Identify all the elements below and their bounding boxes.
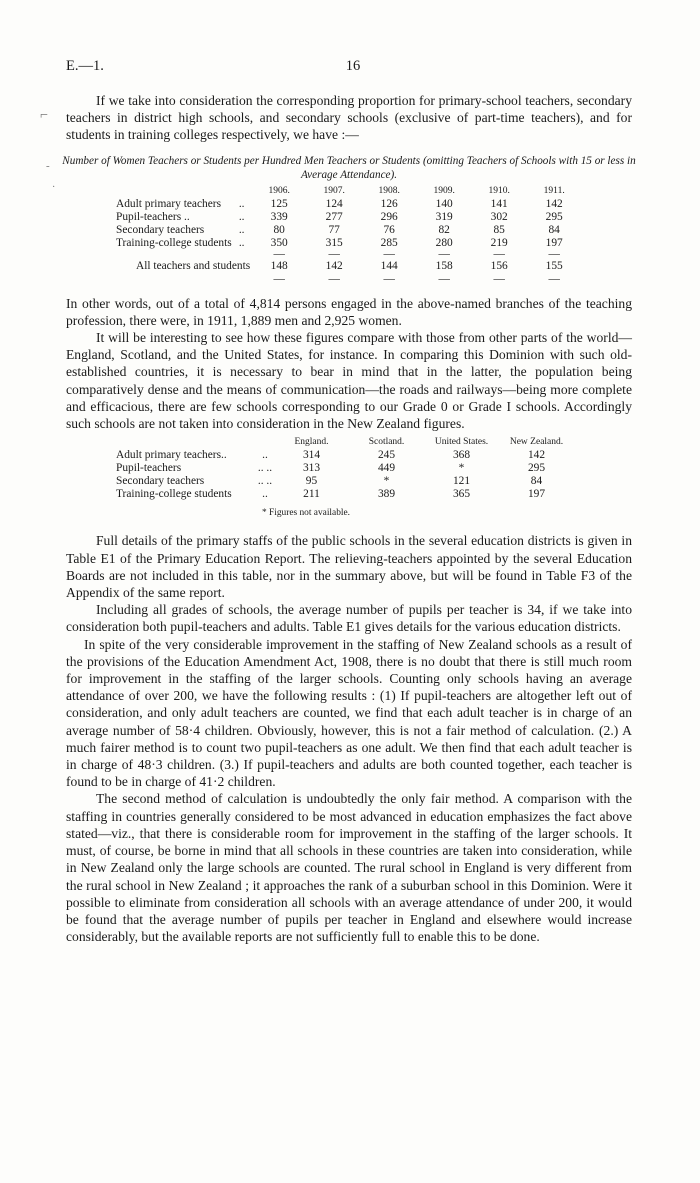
leader-dots: .. bbox=[238, 223, 245, 236]
table-row bbox=[116, 198, 582, 211]
table-cell: 144 bbox=[380, 259, 398, 272]
year-header: 1909. bbox=[433, 185, 455, 196]
country-header: England. bbox=[294, 437, 329, 448]
table-cell: 142 bbox=[325, 259, 343, 272]
leader-dots: .. bbox=[262, 449, 268, 462]
table-row bbox=[116, 475, 574, 488]
table-cell: 142 bbox=[545, 197, 563, 210]
paragraph-7: The second method of calculation is undoubtedly the only fair method. A comparison with the staffing in countries generally considered to be most advanced in education emphasizes the fact above stated—viz., that there is considerable room for improvement in the staffing of the larger schools. It must, of course, be borne in mind that all schools in these countries are taken into consideration, while in New Zealand only the large schools are counted. The rural school in England is very different from the rural school in New Zealand ; it approaches the rank of a suburban school in this Dominion. Were it possible to eliminate from consideration all schools with an average attendance of under 200, it would be found that the average number of pupils per teacher in England and elsewhere would increase considerably, but the available reports are not sufficiently full to enable this to be done. bbox=[66, 791, 632, 945]
margin-mark: - bbox=[46, 160, 50, 172]
table-cell: 245 bbox=[377, 449, 396, 462]
year-header: 1906. bbox=[268, 185, 290, 196]
margin-mark: · bbox=[52, 182, 56, 193]
rule-row: — — — — — — bbox=[273, 272, 560, 285]
table-cell: * bbox=[383, 475, 390, 488]
table-cell: 314 bbox=[302, 449, 321, 462]
leader-dots: .. bbox=[238, 236, 245, 249]
leader-dots: .. bbox=[238, 197, 245, 210]
table-cell: 140 bbox=[435, 197, 453, 210]
row-label: Training-college students bbox=[116, 236, 232, 249]
table-row bbox=[116, 449, 574, 462]
page-number: 16 bbox=[345, 58, 361, 74]
table-cell: 84 bbox=[530, 475, 543, 488]
row-label: Pupil-teachers bbox=[116, 462, 182, 475]
table-cell: 296 bbox=[380, 210, 398, 223]
table-cell: * bbox=[458, 462, 465, 475]
table-cell: 155 bbox=[545, 259, 563, 272]
table-cell: 126 bbox=[380, 197, 398, 210]
table-cell: 82 bbox=[438, 223, 450, 236]
paragraph-4: Full details of the primary staffs of the public schools in the several education districts is given in Table E1 of the Primary Education Report. The relieving-teachers appointed by the several Education Boards are not included in this table, nor in the summary above, but will be found in Table F3 of the Appendix of the same report. bbox=[66, 533, 632, 601]
table-cell: 121 bbox=[452, 475, 471, 488]
margin-mark: ⌐ bbox=[40, 108, 48, 123]
table-cell: 76 bbox=[383, 223, 395, 236]
table1-caption: Number of Women Teachers or Students per Hundred Men Teachers or Students (omitting Teachers of Schools with 15 or less in Average Attendance). bbox=[62, 154, 636, 181]
table2-footnote: * Figures not available. bbox=[261, 508, 350, 519]
country-comparison-table bbox=[116, 436, 574, 501]
total-label: All teachers and students bbox=[136, 259, 251, 272]
row-label: Secondary teachers bbox=[116, 475, 205, 488]
table-cell: 77 bbox=[328, 223, 340, 236]
table-cell: 315 bbox=[325, 236, 343, 249]
table-cell: 84 bbox=[548, 223, 560, 236]
table-cell: 124 bbox=[325, 197, 343, 210]
table-cell: 85 bbox=[493, 223, 505, 236]
table-cell: 365 bbox=[452, 488, 471, 501]
table-cell: 339 bbox=[270, 210, 288, 223]
year-header: 1908. bbox=[378, 185, 400, 196]
table-cell: 313 bbox=[302, 462, 321, 475]
row-label: Adult primary teachers bbox=[116, 197, 222, 210]
year-header: 1910. bbox=[488, 185, 510, 196]
paragraph-6: In spite of the very considerable improvement in the staffing of New Zealand schools as a result of the provisions of the Education Amendment Act, 1908, there is no doubt that there is still much room for improvement in the staffing of the larger schools. Counting only schools having an average attendance of over 200, we have the following results : (1) If pupil-teachers are altogether left out of consideration, and only adult teachers are counted, we find that each adult teacher is in charge of an average number of 58·4 children. Obviously, however, this is not a fair method of calculation. (2.) A much fairer method is to count two pupil-teachers as one adult. We then find that each adult teacher is in charge of 48·3 children. (3.) If pupil-teachers and adults are both counted together, each teacher is found to be in charge of 41·2 children. bbox=[66, 636, 632, 790]
table-cell: 368 bbox=[452, 449, 471, 462]
table-cell: 219 bbox=[490, 236, 508, 249]
leader-dots: .. .. bbox=[257, 462, 273, 475]
page-header bbox=[66, 58, 640, 78]
table-row bbox=[116, 462, 574, 475]
table-cell: 142 bbox=[527, 449, 546, 462]
row-label: Pupil-teachers .. bbox=[116, 210, 190, 223]
women-per-hundred-men-table bbox=[116, 185, 582, 283]
body-text bbox=[62, 92, 636, 945]
table-cell: 197 bbox=[527, 488, 546, 501]
table-row bbox=[116, 224, 582, 237]
paragraph-5: Including all grades of schools, the average number of pupils per teacher is 34, if we take into consideration both pupil-teachers and adults. Table E1 gives details for the various education districts. bbox=[66, 602, 632, 635]
table-row bbox=[116, 211, 582, 224]
table-cell: 449 bbox=[377, 462, 396, 475]
year-header: 1911. bbox=[543, 185, 565, 196]
table-row bbox=[116, 237, 582, 250]
table-cell: 302 bbox=[490, 210, 508, 223]
leader-dots: .. bbox=[262, 488, 268, 501]
table-cell: 389 bbox=[377, 488, 396, 501]
paragraph-1: If we take into consideration the corresponding proportion for primary-school teachers, secondary teachers in district high schools, and secondary schools (exclusive of part-time teachers), and for students in training colleges respectively, we have :— bbox=[66, 93, 632, 143]
country-header: Scotland. bbox=[368, 437, 405, 448]
table-cell: 280 bbox=[435, 236, 453, 249]
row-label: Adult primary teachers.. bbox=[116, 449, 227, 462]
paragraph-2: In other words, out of a total of 4,814 persons engaged in the above-named branches of the teaching profession, there were, in 1911, 1,889 men and 2,925 women. bbox=[66, 295, 632, 328]
leader-dots: .. .. bbox=[257, 475, 273, 488]
table-cell: 141 bbox=[490, 197, 508, 210]
table-cell: 148 bbox=[270, 259, 288, 272]
table-cell: 295 bbox=[527, 462, 546, 475]
rule-row: — — — — — — bbox=[273, 247, 560, 260]
row-label: Secondary teachers bbox=[116, 223, 205, 236]
table-cell: 95 bbox=[305, 475, 318, 488]
leader-dots: .. bbox=[238, 210, 245, 223]
table-cell: 350 bbox=[270, 236, 288, 249]
table-cell: 158 bbox=[435, 259, 453, 272]
table-cell: 319 bbox=[435, 210, 453, 223]
report-code: E.—1. bbox=[66, 58, 104, 74]
table-cell: 197 bbox=[545, 236, 563, 249]
table-cell: 211 bbox=[303, 488, 320, 501]
paragraph-3: It will be interesting to see how these figures compare with those from other parts of the world—England, Scotland, and the United States, for instance. In comparing this Dominion with such old-established countries, it is necessary to bear in mind that in the latter, the population being comparatively dense and the means of communication—the roads and railways—being more complete and efficacious, there are few schools corresponding to our Grade 0 or Grade I schools. Accordingly such schools are not taken into consideration in the New Zealand figures. bbox=[66, 330, 632, 432]
table-row bbox=[116, 488, 574, 501]
table-cell: 80 bbox=[273, 223, 285, 236]
row-label: Training-college students bbox=[116, 488, 232, 501]
total-row bbox=[116, 258, 582, 275]
table-cell: 285 bbox=[380, 236, 398, 249]
table-cell: 156 bbox=[490, 259, 508, 272]
table-cell: 125 bbox=[270, 197, 288, 210]
table-cell: 295 bbox=[545, 210, 563, 223]
country-header: United States. bbox=[434, 437, 489, 448]
table-cell: 277 bbox=[325, 210, 343, 223]
year-header: 1907. bbox=[323, 185, 345, 196]
country-header: New Zealand. bbox=[509, 437, 564, 448]
